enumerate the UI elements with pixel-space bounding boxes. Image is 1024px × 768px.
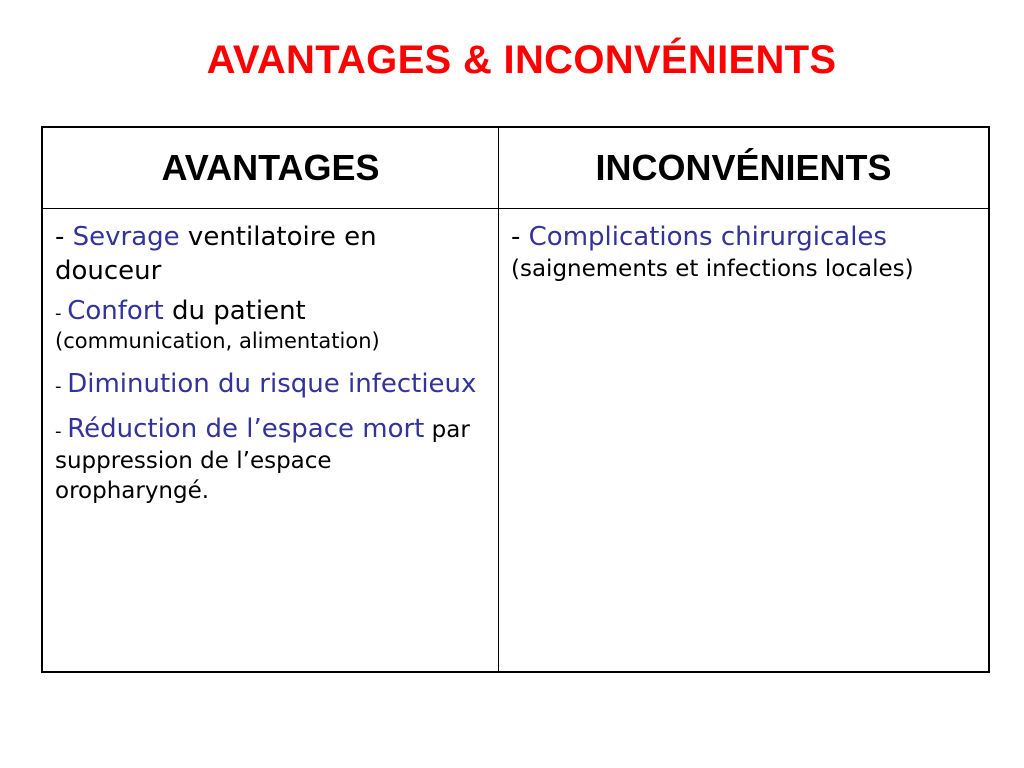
bullet-dash: - <box>511 222 529 252</box>
keyword: Diminution du risque infectieux <box>67 368 477 399</box>
keyword: Complications chirurgicales <box>528 222 887 252</box>
advantages-cell <box>42 209 499 673</box>
comparison-table <box>41 126 990 673</box>
content-row <box>42 209 989 673</box>
item-text: ventilatoire en douceur <box>55 222 377 286</box>
list-item <box>55 413 488 507</box>
header-advantages: AVANTAGES <box>42 127 499 209</box>
item-detail: (communication, alimentation) <box>55 329 380 354</box>
list-item <box>55 221 488 289</box>
bullet-dash: - <box>55 222 73 252</box>
list-item <box>511 221 978 285</box>
list-item <box>55 364 488 406</box>
keyword: Réduction de l’espace mort <box>67 414 425 445</box>
slide-title: AVANTAGES & INCONVÉNIENTS <box>206 38 837 82</box>
bullet-dash: - <box>55 302 68 324</box>
keyword: Confort <box>67 295 164 326</box>
item-detail: par suppression de l’espace oropharyngé. <box>55 417 470 504</box>
disadvantages-cell <box>499 209 990 673</box>
bullet-dash: - <box>55 421 68 443</box>
keyword: Sevrage <box>72 222 180 252</box>
item-detail: (saignements et infections locales) <box>511 255 914 282</box>
list-item <box>55 295 488 356</box>
bullet-dash: - <box>55 375 68 397</box>
header-disadvantages: INCONVÉNIENTS <box>499 127 990 209</box>
item-text: du patient <box>163 295 306 326</box>
header-row <box>42 127 989 209</box>
